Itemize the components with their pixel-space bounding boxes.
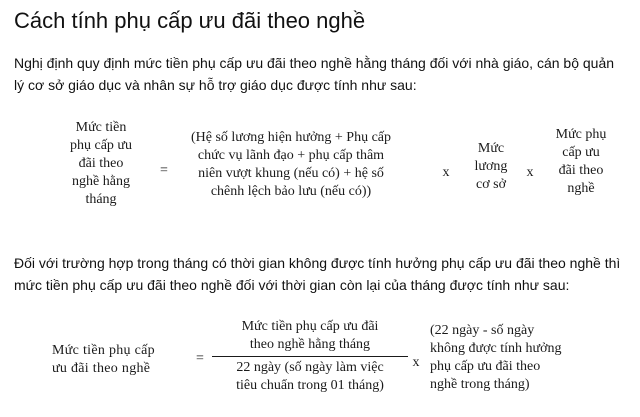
formula1-lhs-line: phụ cấp ưu [69,138,132,153]
formula1-term1-line: niên vượt khung (nếu có) + hệ số [198,166,384,181]
formula2-days-term [430,322,598,394]
formula1-lhs-line: Mức tiền [75,120,127,135]
formula2-denominator-line: tiêu chuẩn trong 01 tháng) [236,378,384,393]
formula1-term2-line: cơ sở [476,177,506,192]
formula2-lhs [52,342,200,378]
formula1-lhs-line: nghề hằng [72,174,130,189]
formula2-numerator-line: theo nghề hằng tháng [249,337,371,352]
formula1-coefficient-term [176,129,406,201]
formula1-equals-sign: = [160,163,168,178]
formula2-paren-line: phụ cấp ưu đãi theo [430,359,541,374]
formula2-lhs-line: ưu đãi theo nghề [52,361,151,376]
formula1-base-salary-term [459,140,523,194]
formula1-term2-line: Mức [477,141,505,156]
formula1-lhs [46,119,156,209]
formula2-fraction [212,318,408,395]
formula1-term3-line: nghề [567,181,595,196]
intro-paragraph: Nghị định quy định mức tiền phụ cấp ưu đãi theo nghề hằng tháng đối với nhà giáo, cán bộ quản lý cơ sở giáo dục và nhân sự hỗ trợ giáo dục được tính như sau: [14,55,615,93]
formula1-multiply-sign-2: x [526,165,534,180]
formula1-lhs-line: đãi theo [78,156,124,171]
formula-monthly-allowance [0,118,640,228]
formula1-term3-line: đãi theo [558,163,604,178]
formula2-equals-sign: = [196,351,204,366]
formula1-lhs-line: tháng [85,192,117,207]
formula1-multiply-sign: x [442,165,450,180]
formula1-term1-line: (Hệ số lương hiện hưởng + Phụ cấp [190,130,392,145]
formula-partial-month [0,318,640,417]
formula2-paren-line: không được tính hưởng [430,341,562,356]
formula1-term1-line: chênh lệch bảo lưu (nếu có)) [210,184,372,199]
second-paragraph: Đối với trường hợp trong tháng có thời gian không được tính hưởng phụ cấp ưu đãi theo nghề thì mức tiền phụ cấp ưu đãi theo nghề đối với thời gian còn lại của tháng được tính như sau: [14,255,621,293]
page-title: Cách tính phụ cấp ưu đãi theo nghề [14,8,366,33]
fraction-bar [212,356,408,357]
formula2-paren-line: nghề trong tháng) [430,377,530,392]
formula1-allowance-rate-term [545,126,617,198]
formula1-term3-line: cấp ưu [562,145,600,160]
formula2-denominator-line: 22 ngày (số ngày làm việc [236,360,384,375]
formula2-lhs-line: Mức tiền phụ cấp [52,343,155,358]
formula1-term2-line: lương [474,159,508,174]
formula2-multiply-sign: x [412,355,420,370]
formula2-paren-line: (22 ngày - số ngày [430,323,535,338]
formula1-term3-line: Mức phụ [555,127,607,142]
formula1-term1-line: chức vụ lãnh đạo + phụ cấp thâm [197,148,385,163]
formula2-numerator-line: Mức tiền phụ cấp ưu đãi [241,319,379,334]
